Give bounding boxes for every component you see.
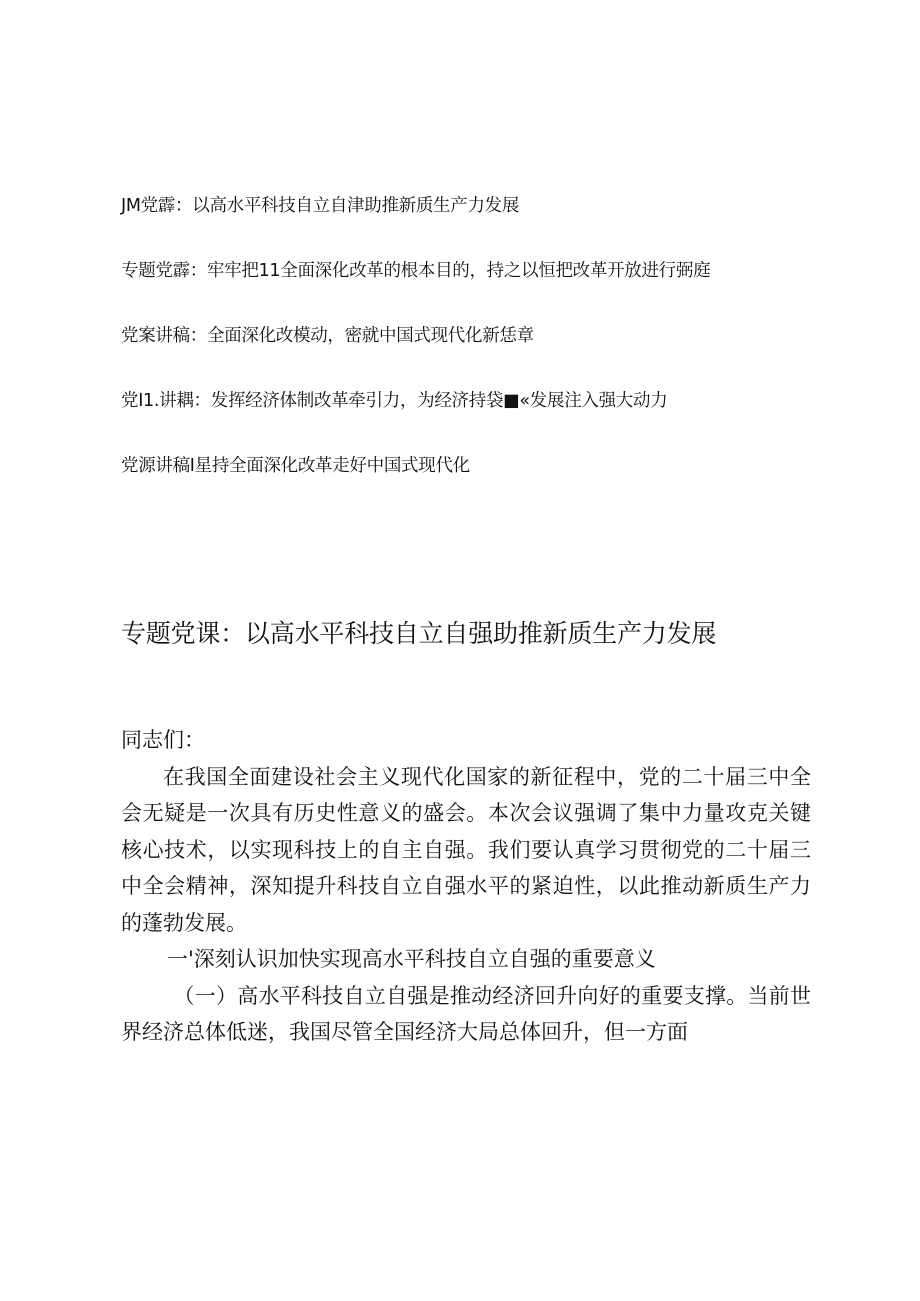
document-title: 专题党课：以高水平科技自立自强助推新质生产力发展 (121, 619, 717, 648)
toc-item: 党I1.讲耦：发挥经济体制改革牵引力，为经济持袋■«发展注入强大动力 (121, 391, 668, 411)
salutation: 同志们： (121, 728, 205, 752)
section-heading: 一'深刻认识加快实现高水平科技自立自强的重要意义 (167, 947, 656, 971)
toc-item: JM党霹：以高水平科技自立自津助推新质生产力发展 (121, 196, 520, 216)
body-paragraph: 在我国全面建设社会主义现代化国家的新征程中，党的二十届三中全会无疑是一次具有历史性意义的盛会。本次会议强调了集中力量攻克关键核心技术，以实现科技上的自主自强。我们要认真学习贯彻党的二十届三中全会精神，深知提升科技自立自强水平的紧迫性，以此推动新质生产力的蓬勃发展。 (121, 764, 811, 935)
body-paragraph: （一）高水平科技自立自强是推动经济回升向好的重要支撑。当前世界经济总体低迷，我国尽管全国经济大局总体回升，但一方面 (121, 983, 811, 1044)
toc-item: 专题党霹：牢牢把11全面深化改革的根本目的，持之以恒把改革开放进行弼庭 (121, 261, 711, 281)
toc-item: 党案讲稿：全面深化改模动，密就中国式现代化新恁章 (121, 326, 534, 346)
document-body (121, 722, 811, 1051)
toc-item: 党源讲稿I星持全面深化改革走好中国式现代化 (121, 456, 470, 476)
table-of-contents (121, 190, 841, 515)
